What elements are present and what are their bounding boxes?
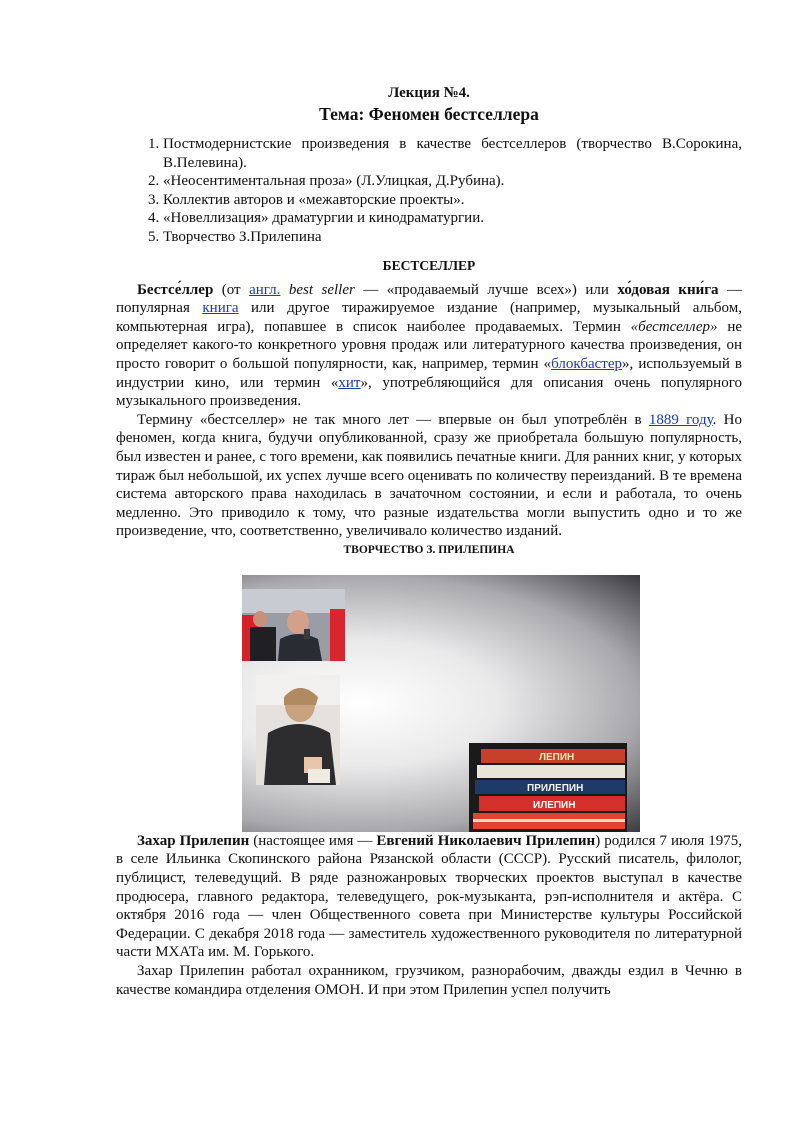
writer-signing-drawing [256, 675, 340, 785]
outline-item: 5. Творчество З.Прилепина [163, 228, 742, 247]
outline-item: 1. Постмодернистские произведения в качестве бестселлеров (творчество В.Сорокина, В.Пелевина). [163, 135, 742, 172]
text-run: не определяет какого-то конкретного уровня продаж или литературного качества произведения, он просто говорит о большой популярности, как, например, термин « [116, 318, 743, 372]
book-spine-title: ПРИЛЕПИН [527, 782, 584, 794]
text-run: », используемый в индустрии кино, или термин « [116, 355, 743, 391]
bestseller-history-paragraph [116, 411, 742, 541]
text-run: », употребляющийся для описания очень популярного музыкального произведения. [116, 374, 742, 410]
term-best-seller-english: best seller [288, 281, 355, 298]
prilepin-bio-paragraph [116, 832, 742, 962]
term-bestseller-italic: «бестселлер» [630, 318, 718, 335]
books-stack-drawing [469, 743, 627, 832]
book-spine-title: ЛЕПИН [539, 751, 575, 763]
prilepin-collage-image [242, 575, 640, 832]
outline-item: 2. «Неосентиментальная проза» (Л.Улицкая, Д.Рубина). [163, 172, 742, 191]
outline-item: 4. «Новеллизация» драматургии и кинодраматургии. [163, 209, 742, 228]
section-heading-bestseller: БЕСТСЕЛЛЕР [382, 257, 476, 273]
page-content [116, 83, 742, 999]
prilepin-real-name: Евгений Николаевич Прилепин [376, 832, 596, 849]
text-run: ) родился 7 июля 1975, в селе Ильинка Скопинского района Рязанской области (СССР). Русский писатель, филолог, публицист, телеведущий. В ряде разножанровых творческих проектов выступал в качестве продюсера, главного редактора, телеведущего, рок-музыканта, рэп-исполнителя и актёра. С октября 2016 года — член Общественного совета при Министерстве культуры Российской Федерации. С декабря 2018 года — заместитель художественного руководителя по литературной части МХАТа им. М. Горького. [116, 832, 743, 961]
books-stack-photo [469, 743, 627, 832]
link-hit[interactable]: хит [338, 374, 361, 391]
text-run: (настоящее имя — [249, 832, 377, 849]
text-run: (от [213, 281, 250, 298]
link-english[interactable]: англ. [249, 281, 281, 298]
bestseller-definition-paragraph [116, 281, 742, 411]
section-heading-prilepin: ТВОРЧЕСТВО З. ПРИЛЕПИНА [343, 543, 515, 556]
lecture-number: Лекция №4. [388, 85, 470, 101]
link-year-1889[interactable]: 1889 году [648, 411, 713, 428]
writer-signing-photo [256, 675, 340, 785]
link-blockbuster[interactable]: блокбастер [551, 355, 622, 372]
text-run: — «продаваемый лучше всех») или [354, 281, 618, 298]
text-run: — популярная [116, 281, 743, 317]
prilepin-career-paragraph: Захар Прилепин работал охранником, грузчиком, разнорабочим, дважды ездил в Чечню в качестве командира отделения ОМОН. И при этом Прилепин успел получить [116, 963, 742, 998]
lecture-outline [116, 135, 742, 247]
text-run: или другое тиражируемое издание (например, музыкальный альбом, компьютерная игра), попавшее в список наиболее продаваемых. Термин [116, 300, 742, 335]
text-run: Термину «бестселлер» не так много лет — впервые он был употреблён в [137, 411, 649, 428]
text-run: . Но феномен, когда книга, будучи опубликованной, сразу же приобретала большую популярность, был известен и ранее, с того времени, как появились печатные книги. Для ранних книг, у которых тираж был небольшой, их успех лучше всего оценивать по количеству переизданий. В те времена система авторского права находилась в зачаточном состоянии, и если и работала, то очень медленно. Это приводило к тому, что разные издательства могли выпустить одно и то же произведение, что, соответственно, увеличивало количество изданий. [116, 411, 742, 540]
book-spine-title: ИЛЕПИН [533, 799, 576, 811]
rally-photo [242, 589, 345, 661]
outline-item: 3. Коллектив авторов и «межавторские проекты». [163, 191, 742, 210]
term-khodovaya-kniga: хо́довая кни́га [617, 281, 719, 298]
rally-photo-drawing [242, 589, 345, 661]
lecture-topic: Тема: Феномен бестселлера [319, 104, 539, 124]
text-run [280, 282, 288, 298]
prilepin-name: Захар Прилепин [137, 832, 250, 849]
term-bestseller: Бестсе́ллер [137, 281, 214, 298]
link-book[interactable]: книга [202, 300, 239, 317]
